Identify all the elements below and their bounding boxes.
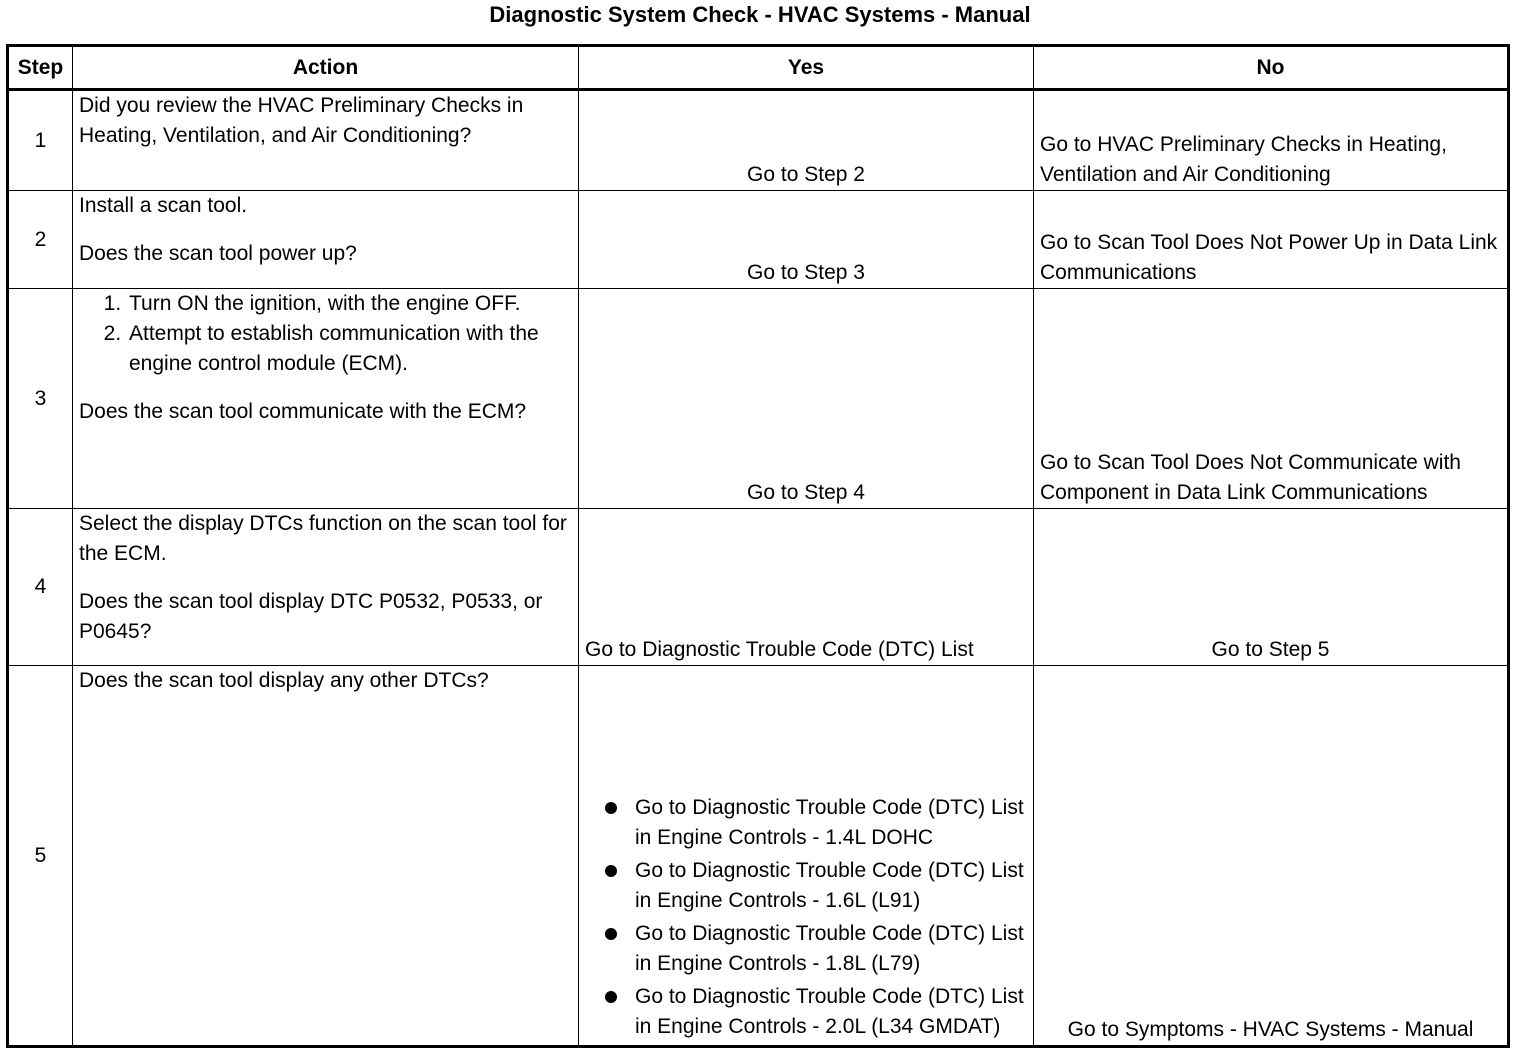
yes-options-list [585,793,1027,1045]
action-cell [73,289,579,509]
yes-link[interactable]: Go to Diagnostic Trouble Code (DTC) List in Engine Controls - 1.8L (L79) [635,922,1024,975]
action-question: Does the scan tool communicate with the ECM? [79,400,527,423]
bullet-icon [605,991,617,1003]
yes-cell [579,191,1034,289]
column-header-action: Action [73,46,579,90]
column-header-no: No [1034,46,1509,90]
column-header-step: Step [8,46,73,90]
yes-link[interactable]: Go to Diagnostic Trouble Code (DTC) List in Engine Controls - 2.0L (L34 GMDAT) [635,985,1024,1038]
no-cell [1034,90,1509,191]
no-link[interactable]: Go to Scan Tool Does Not Power Up in Data Link Communications [1040,231,1498,284]
yes-cell [579,90,1034,191]
yes-cell [579,509,1034,666]
step-number: 3 [8,289,73,509]
action-cell [73,509,579,666]
action-cell [73,666,579,1047]
action-text: Select the display DTCs function on the scan tool for the ECM. [79,512,567,565]
action-question: Does the scan tool display DTC P0532, P0533, or P0645? [79,590,543,643]
yes-cell [579,666,1034,1047]
no-link[interactable]: Go to Step 5 [1211,638,1330,661]
action-text: Did you review the HVAC Preliminary Checks in Heating, Ventilation, and Air Conditioning? [79,94,524,147]
bullet-icon [605,928,617,940]
table-row [8,289,1509,509]
diagnostic-table [6,44,1510,1048]
action-cell [73,90,579,191]
page-title: Diagnostic System Check - HVAC Systems - Manual [489,2,1031,27]
bullet-icon [605,865,617,877]
no-link[interactable]: Go to Symptoms - HVAC Systems - Manual [1067,1018,1474,1041]
step-number: 4 [8,509,73,666]
step-number: 1 [8,90,73,191]
list-item[interactable] [585,793,1027,856]
yes-cell [579,289,1034,509]
yes-link[interactable]: Go to Step 3 [747,261,865,284]
table-row [8,90,1509,191]
step-number: 5 [8,666,73,1047]
list-item[interactable] [585,919,1027,982]
column-header-yes: Yes [579,46,1034,90]
no-link[interactable]: Go to Scan Tool Does Not Communicate with Component in Data Link Communications [1040,451,1461,504]
table-header-row [8,46,1509,90]
step-number: 2 [8,191,73,289]
no-cell [1034,191,1509,289]
list-item: 2. Attempt to establish communication with the engine control module (ECM). [127,319,572,379]
yes-link[interactable]: Go to Step 4 [747,481,865,504]
no-cell [1034,666,1509,1047]
list-item[interactable] [585,856,1027,919]
table-row [8,509,1509,666]
list-item: 1. Turn ON the ignition, with the engine OFF. [127,289,572,319]
action-cell [73,191,579,289]
table-row [8,191,1509,289]
yes-link[interactable]: Go to Diagnostic Trouble Code (DTC) List in Engine Controls - 1.6L (L91) [635,859,1024,912]
yes-link[interactable]: Go to Diagnostic Trouble Code (DTC) List [585,638,974,661]
action-question: Does the scan tool display any other DTCs? [79,669,489,692]
yes-link[interactable]: Go to Diagnostic Trouble Code (DTC) List in Engine Controls - 1.4L DOHC [635,796,1024,849]
bullet-icon [605,802,617,814]
action-question: Does the scan tool power up? [79,242,357,265]
list-item[interactable] [585,982,1027,1045]
table-row [8,666,1509,1047]
action-steps-list [79,289,572,379]
no-link[interactable]: Go to HVAC Preliminary Checks in Heating, Ventilation and Air Conditioning [1040,133,1447,186]
action-text: Install a scan tool. [79,194,248,217]
no-cell [1034,289,1509,509]
no-cell [1034,509,1509,666]
yes-link[interactable]: Go to Step 2 [747,163,865,186]
